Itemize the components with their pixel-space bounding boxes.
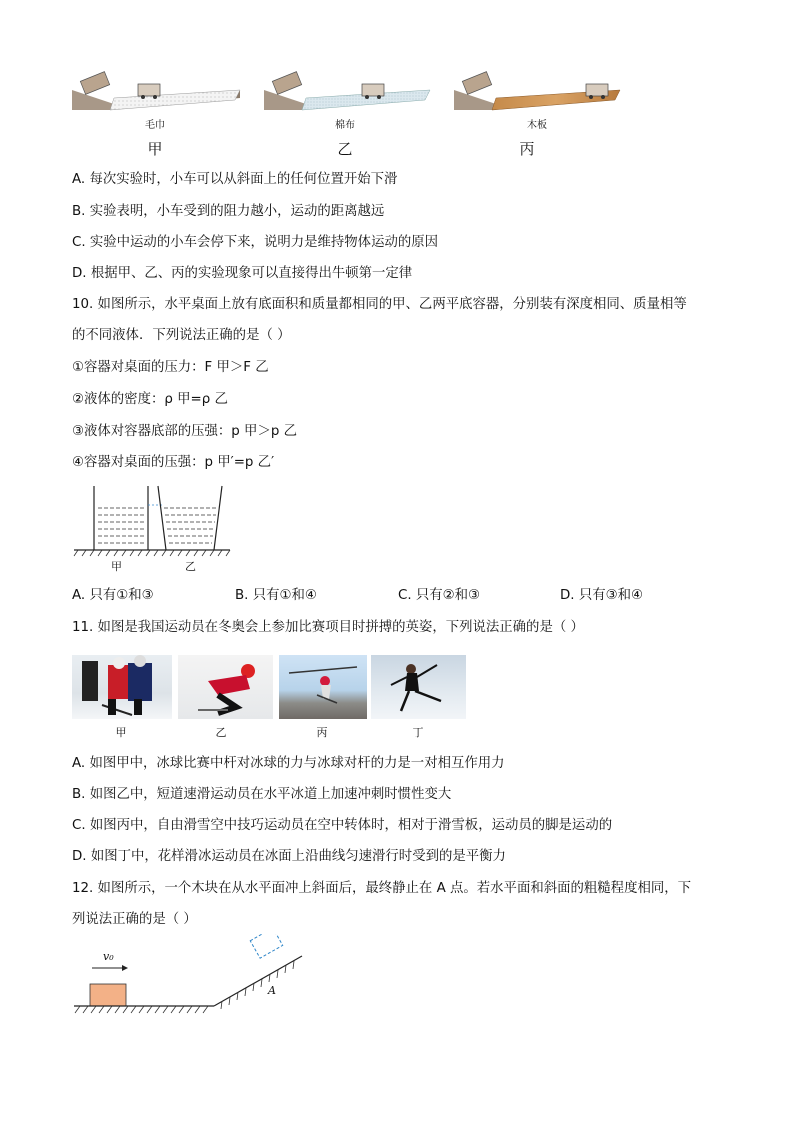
photo-speed-skating	[178, 655, 273, 719]
photo-label-ding: 丁	[412, 726, 424, 739]
photo-label-bing: 丙	[316, 726, 328, 739]
q10-statement-1: ①容器对桌面的压力：F 甲＞F 乙	[72, 360, 269, 375]
ramp-wood	[454, 72, 620, 110]
q10-figure	[72, 484, 232, 560]
q9-option-c: C. 实验中运动的小车会停下来，说明力是维持物体运动的原因	[72, 235, 439, 250]
q12-figure	[72, 934, 312, 1018]
q10-stem-line1: 10. 如图所示，水平桌面上放有底面积和质量都相同的甲、乙两平底容器，分别装有深度相同、质量相等	[72, 297, 687, 312]
photo-ice-hockey	[72, 655, 172, 719]
q10-option-c: C. 只有②和③	[398, 588, 481, 603]
label-yi: 乙	[337, 140, 353, 158]
q9-option-b: B. 实验表明，小车受到的阻力越小，运动的距离越远	[72, 204, 385, 219]
incline-svg	[72, 934, 312, 1018]
container-label-jia: 甲	[111, 560, 122, 573]
q10-stem-line2: 的不同液体．下列说法正确的是（ ）	[72, 328, 291, 343]
q11-option-d: D. 如图丁中，花样滑冰运动员在冰面上沿曲线匀速滑行时受到的是平衡力	[72, 849, 506, 864]
caption-towel: 毛巾	[145, 120, 165, 131]
ramp-towel	[72, 72, 240, 110]
q12-stem-line1: 12. 如图所示，一个木块在从水平面冲上斜面后，最终静止在 A 点。若水平面和斜面的粗糙程度相同，下	[72, 881, 692, 896]
photo-label-jia: 甲	[115, 726, 127, 739]
photo-aerial-skiing	[279, 655, 367, 719]
point-a-label: A	[268, 984, 276, 997]
q10-statement-4: ④容器对桌面的压强：p 甲′=p 乙′	[72, 455, 275, 470]
q10-statement-2: ②液体的密度：ρ 甲=ρ 乙	[72, 392, 228, 407]
containers-svg	[72, 484, 232, 560]
caption-cotton: 棉布	[335, 120, 355, 131]
q10-statement-3: ③液体对容器底部的压强：p 甲＞p 乙	[72, 424, 297, 439]
ramp-cotton	[264, 72, 430, 110]
caption-wood: 木板	[527, 120, 547, 131]
q11-option-b: B. 如图乙中，短道速滑运动员在水平冰道上加速冲刺时惯性变大	[72, 787, 452, 802]
q9-option-d: D. 根据甲、乙、丙的实验现象可以直接得出牛顿第一定律	[72, 266, 413, 281]
photo-figure-skating	[371, 655, 466, 719]
q10-option-d: D. 只有③和④	[560, 588, 644, 603]
q12-stem-line2: 列说法正确的是（ ）	[72, 912, 197, 927]
photo-label-yi: 乙	[215, 726, 227, 739]
q9-option-a: A. 每次实验时，小车可以从斜面上的任何位置开始下滑	[72, 172, 398, 187]
container-label-yi: 乙	[185, 560, 196, 573]
q10-option-b: B. 只有①和④	[235, 588, 317, 603]
q11-option-c: C. 如图丙中，自由滑雪空中技巧运动员在空中转体时，相对于滑雪板，运动员的脚是运动的	[72, 818, 613, 833]
q11-option-a: A. 如图甲中，冰球比赛中杆对冰球的力与冰球对杆的力是一对相互作用力	[72, 756, 505, 771]
label-bing: 丙	[519, 140, 535, 158]
label-jia: 甲	[147, 140, 163, 158]
velocity-label: v₀	[103, 950, 114, 963]
q10-option-a: A. 只有①和③	[72, 588, 154, 603]
q11-stem: 11. 如图是我国运动员在冬奥会上参加比赛项目时拼搏的英姿，下列说法正确的是（ ）	[72, 620, 584, 635]
